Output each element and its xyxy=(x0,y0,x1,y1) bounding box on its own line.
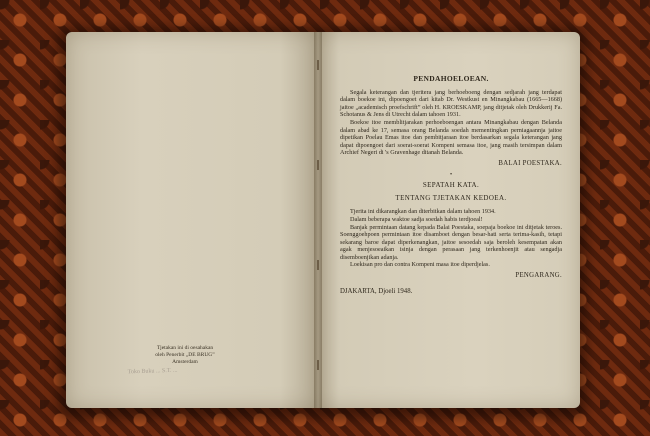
section-marker: • xyxy=(449,171,453,178)
binding-stitch xyxy=(317,60,319,70)
author-signature: PENGARANG. xyxy=(515,272,562,280)
intro-paragraph: Segala keterangan dan tjeritera jang berhoeboeng dengan sedjarah jang terdapat dalam boekoe ini, dipoengoet dari kitab Dr. Westkust en Minangkabau (1665—1668) jaitoe „academisch proefschrift” oleh H. KROESKAMP, jang ditjetak oleh Drukkerij Fa. Schotanus & Jens di Utrecht dalam tahoen 1931. xyxy=(340,88,562,119)
binding-stitch xyxy=(317,160,319,170)
section-paragraph: Tjerita ini dikarangkan dan diterbitkan dalam tahoen 1934. xyxy=(350,208,496,216)
section-paragraph: Dalam beberapa waktoe sadja soedah habis terdjoeal! xyxy=(350,215,483,223)
binding-stitch xyxy=(317,360,319,370)
imprint-line: oleh Penerbit „DE BRUG” xyxy=(155,352,215,358)
section-paragraph: Banjak permintaan datang kepada Balai Poestaka, soepaja boekoe ini ditjetak teroes. Soenggoehpoen permintaan itoe disamboet dengan besar-hati serta terima-kasih, tetapi sekarang baroe dapat diperkenangkan, jaitoe sesoedah saja beroleh kesempatan akan agak menjesoeaikan isinja dengan perasaan jang terkenhoenjit atau sengadja disemboenjikan adanja. xyxy=(340,223,562,261)
printer-imprint xyxy=(130,345,240,366)
intro-paragraph: Boekoe itoe memblitjarakan perhoeboengan antara Minangkabau dengan Belanda dalam abad ke 17, semasa orang Belanda soedah mementingkan perniagaannja jaitoe dipetikan Poelau Emas itoe dan pembitjaraan itoe berdasarkan segala keterangan jang dapat dipoengoet dari soerat-soerat Kompeni semasa itoe, jang masih tersimpan dalam Archief Negeri di 's Gravenhage ditanah Belanda. xyxy=(340,118,562,157)
page-title: PENDAHOELOEAN. xyxy=(413,74,489,83)
place-date: DJAKARTA, Djoeli 1948. xyxy=(340,287,413,295)
section-subtitle: TENTANG TJETAKAN KEDOEA. xyxy=(395,193,507,202)
stamp-text: Toko Buku ... S.T. ... xyxy=(127,367,178,376)
bookshop-stamp xyxy=(128,367,209,392)
book-gutter xyxy=(314,32,322,408)
imprint-line: Tjetakan ini di oesahakan xyxy=(156,345,214,351)
imprint-line: Amsterdam xyxy=(172,359,198,365)
section-title: SEPATAH KATA. xyxy=(422,181,480,190)
right-page-content xyxy=(340,75,562,295)
section-paragraph: Loekisan pro dan contra Kompeni masa itoe diperdjelas. xyxy=(350,261,490,269)
publisher-signature: BALAI POESTAKA. xyxy=(498,159,562,167)
binding-stitch xyxy=(317,260,319,270)
